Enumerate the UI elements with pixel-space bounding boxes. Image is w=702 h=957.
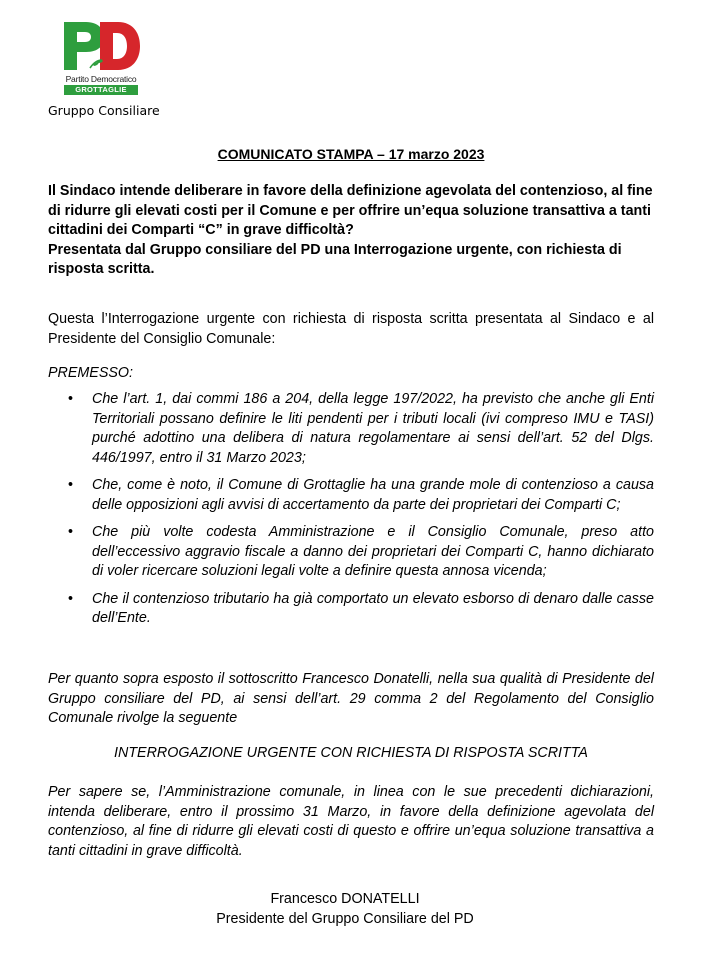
bullet-icon: • <box>68 524 74 540</box>
page-title <box>0 146 702 162</box>
headline <box>48 182 654 280</box>
premesso-list <box>48 390 654 637</box>
list-item <box>48 476 654 515</box>
list-item-text: Che più volte codesta Amministrazione e il Consiglio Comunale, preso atto dell’eccessivo aggravio fiscale a danno dei proprietari dei Comparti C, hanno dichiarato di voler ricercare soluzioni legali volte a definire questa annosa vicenda; <box>92 524 654 579</box>
conclusion-text: Per quanto sopra esposto il sottoscritto Francesco Donatelli, nella sua qualità di Presidente del Gruppo consiliare del PD, ai sensi dell’art. 29 comma 2 del Regolamento del Consiglio Comunale rivolge la seguente <box>48 671 654 726</box>
list-item-text: Che, come è noto, il Comune di Grottaglie ha una grande mole di contenzioso a causa delle opposizioni agli avvisi di accertamento da parte dei proprietari dei Comparti C; <box>92 477 654 513</box>
logo-city-name: GROTTAGLIE <box>64 85 138 95</box>
list-item <box>48 590 654 629</box>
bullet-icon: • <box>68 590 74 607</box>
bullet-icon: • <box>68 477 74 493</box>
premesso-label: PREMESSO: <box>48 365 134 381</box>
headline-question: Il Sindaco intende deliberare in favore della definizione agevolata del contenzioso, al fine di ridurre gli elevati costi per il Comune e per offrire un’equa soluzione transattiva a tanti cittadini dei Comparti “C” in grave difficoltà? <box>48 183 653 238</box>
intro-paragraph <box>48 310 654 349</box>
list-item-text: Che il contenzioso tributario ha già comportato un elevato esborso di denaro dalle casse dell’Ente. <box>92 590 654 626</box>
list-item <box>48 390 654 468</box>
request-paragraph <box>48 783 654 861</box>
bullet-icon: • <box>68 391 74 407</box>
conclusion-paragraph <box>48 670 654 729</box>
signature-name: Francesco DONATELLI <box>270 891 420 907</box>
list-item <box>48 523 654 582</box>
pd-logo <box>60 20 142 98</box>
signature-role: Presidente del Gruppo Consiliare del PD <box>216 911 474 927</box>
request-text: Per sapere se, l’Amministrazione comunale, in linea con le sue precedenti dichiarazioni, intenda deliberare, entro il prossimo 31 Marzo, in favore della definizione agevolata del contenzioso, al fine di ridurre gli elevati costi di questo e offrire un’equa soluzione transattiva a tanti cittadini in grave difficoltà. <box>48 784 654 859</box>
headline-announcement: Presentata dal Gruppo consiliare del PD una Interrogazione urgente, con richiesta di risposta scritta. <box>48 241 622 277</box>
list-item-text: Che l’art. 1, dai commi 186 a 204, della legge 197/2022, ha previsto che anche gli Enti Territoriali possano definire le liti pendenti per i tributi locali (ivi compreso IMU e TASI) purché adottino una delibera di natura regolamentare ai sensi dell’art. 52 del Dlgs. 446/1997, entro il 31 Marzo 2023; <box>92 391 654 466</box>
intro-text: Questa l’Interrogazione urgente con richiesta di risposta scritta presentata al Sindaco e al Presidente del Consiglio Comunale: <box>48 311 654 347</box>
pd-logo-mark <box>60 20 142 74</box>
page-title-text: COMUNICATO STAMPA – 17 marzo 2023 <box>217 146 485 162</box>
interrogazione-heading: INTERROGAZIONE URGENTE CON RICHIESTA DI RISPOSTA SCRITTA <box>114 745 588 761</box>
logo-party-name: Partito Democratico <box>65 74 137 84</box>
group-name: Gruppo Consiliare <box>48 103 160 118</box>
